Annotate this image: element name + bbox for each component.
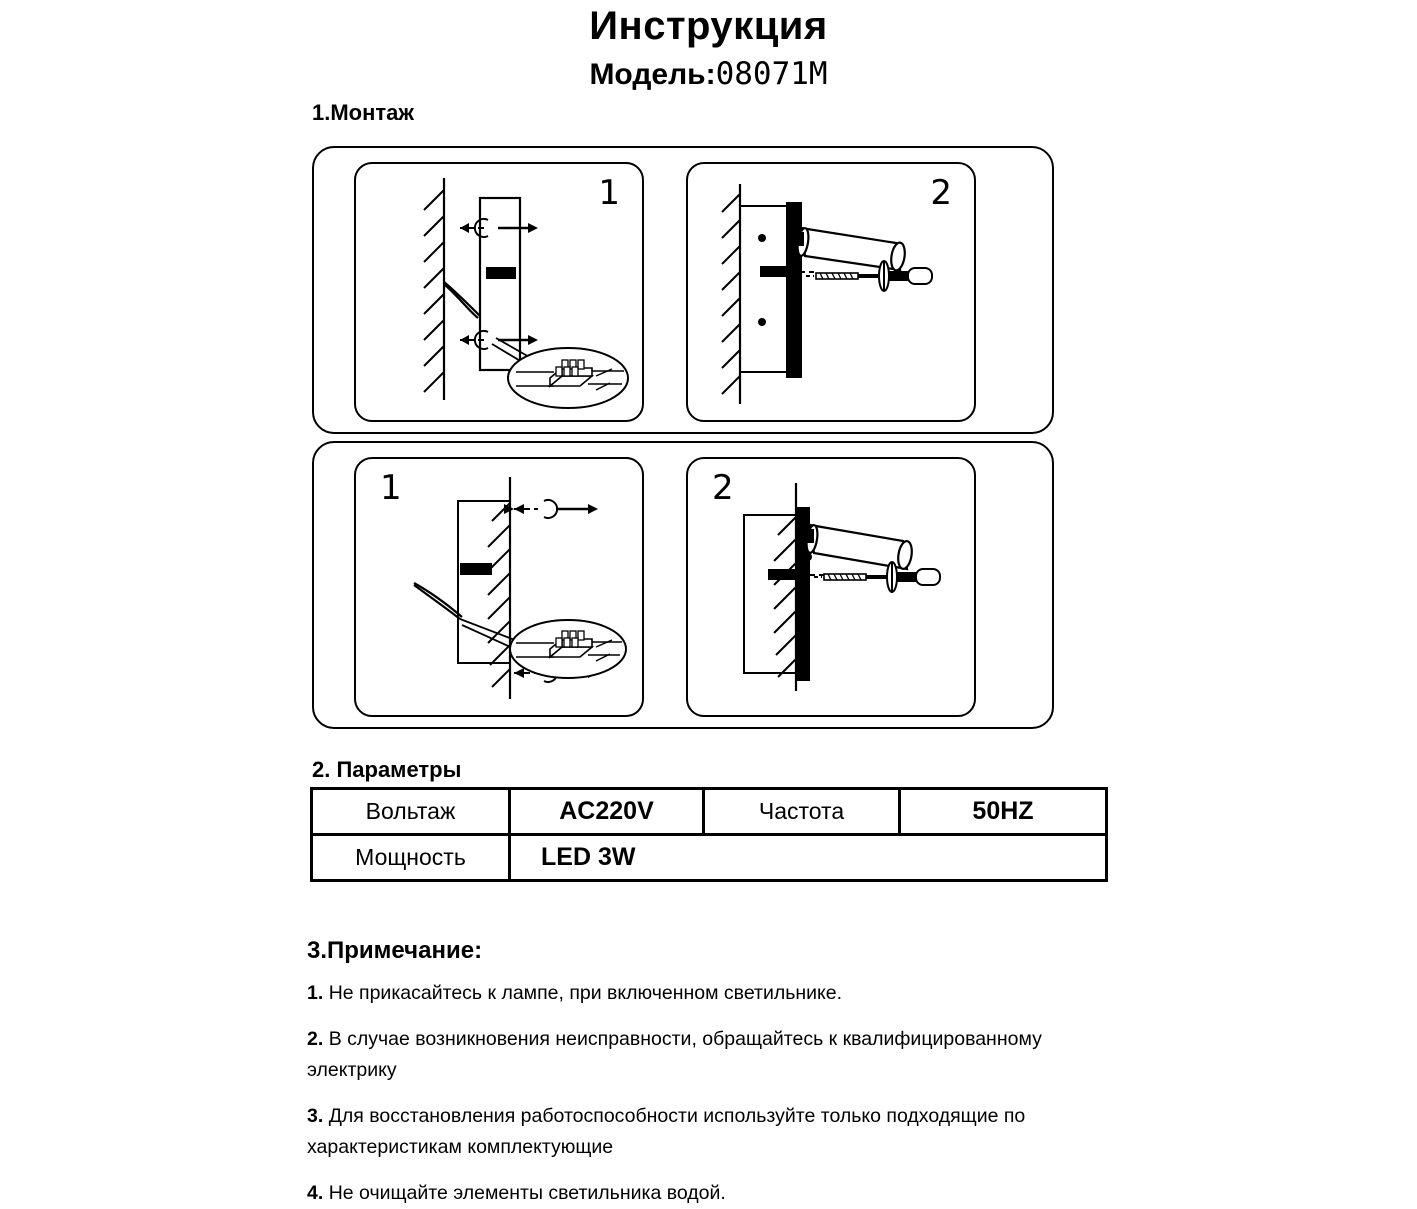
note-item	[307, 1101, 1107, 1164]
note-number: 2.	[307, 1027, 324, 1050]
lamp-cylinder	[805, 524, 914, 569]
param-cell-voltage-value: AC220V	[510, 789, 704, 835]
note-text: Для восстановления работоспособности используйте только подходящие по характеристикам комплектующие	[307, 1104, 1026, 1159]
note-text: Не очищайте элементы светильника водой.	[328, 1181, 726, 1204]
screwdriver-assembly	[814, 562, 940, 592]
diagram-panel-4	[686, 457, 976, 717]
wire-connector-inset	[510, 620, 626, 678]
model-label: Модель:	[589, 58, 716, 91]
wire-connector-inset	[508, 348, 628, 408]
parameters-table	[310, 787, 1108, 882]
section-heading-parameters: 2. Параметры	[312, 757, 462, 782]
note-number: 1.	[307, 982, 324, 1004]
panel-number: 1	[598, 173, 620, 213]
note-item	[307, 978, 1107, 1010]
note-text: Не прикасайтесь к лампе, при включенном светильнике.	[328, 982, 843, 1004]
diagram-frame-row-2	[312, 441, 1054, 729]
panel-number: 2	[930, 173, 952, 213]
section-heading-note: 3.Примечание:	[307, 937, 483, 964]
param-cell-frequency-value: 50HZ	[900, 789, 1107, 835]
diagram-frame-row-1	[312, 146, 1054, 434]
section-heading-mounting: 1.Монтаж	[312, 100, 415, 125]
note-text: В случае возникновения неисправности, обращайтесь к квалифицированному электрику	[307, 1027, 1042, 1082]
note-number: 3.	[307, 1104, 324, 1127]
param-cell-frequency-label: Частота	[704, 789, 900, 835]
table-row	[312, 835, 1107, 881]
mounting-bar	[786, 202, 802, 378]
panel-number: 2	[712, 468, 734, 508]
note-item	[307, 1024, 1107, 1087]
note-number: 4.	[307, 1181, 324, 1204]
param-cell-voltage-label: Вольтаж	[312, 789, 510, 835]
model-line	[0, 56, 1417, 92]
notes-list	[307, 978, 1107, 1209]
terminal-block-marker	[460, 563, 492, 575]
lamp-cylinder	[796, 227, 907, 271]
panel-number: 1	[380, 468, 402, 508]
table-row	[312, 789, 1107, 835]
diagram-panel-2	[686, 162, 976, 422]
model-value: 08071M	[715, 56, 828, 92]
diagram-panel-1	[354, 162, 644, 422]
terminal-block-marker	[486, 267, 516, 279]
diagram-panel-3	[354, 457, 644, 717]
param-cell-power-value: LED 3W	[510, 835, 1107, 881]
page-title: Инструкция	[589, 4, 828, 48]
param-cell-power-label: Мощность	[312, 835, 510, 881]
note-item	[307, 1178, 1107, 1209]
